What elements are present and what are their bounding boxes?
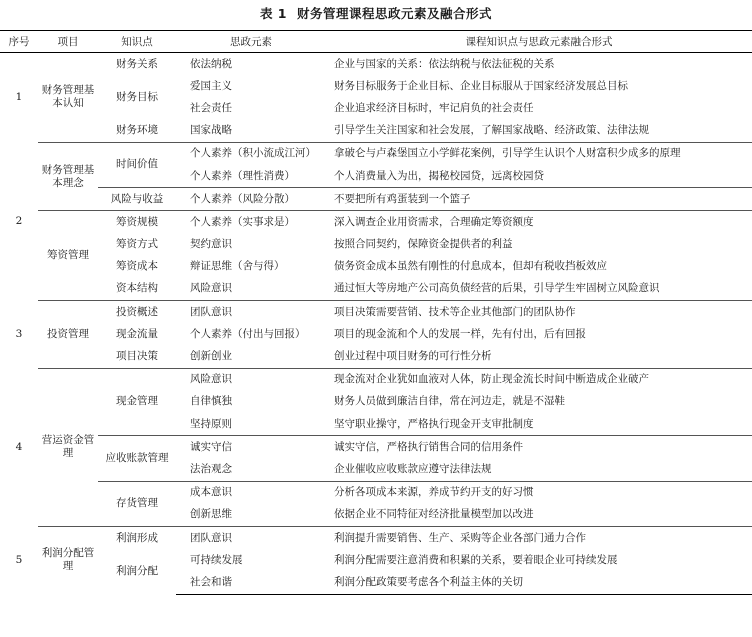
row-element: 个人素养（付出与回报）	[190, 327, 306, 340]
row-pattern: 依据企业不同特征对经济批量模型加以改进	[334, 508, 534, 521]
table-row	[0, 120, 752, 143]
row-project: 利润分配管理	[38, 526, 98, 594]
row-knowledge: 财务目标	[116, 90, 158, 103]
table-row	[0, 436, 752, 459]
row-element: 爱国主义	[190, 79, 232, 92]
row-knowledge: 财务关系	[116, 57, 158, 70]
row-pattern: 项目的现金流和个人的发展一样，先有付出，后有回报	[334, 327, 586, 340]
table-row	[0, 75, 752, 97]
row-project: 营运资金管理	[38, 368, 98, 526]
header-element: 思政元素	[176, 31, 326, 53]
header-index: 序号	[0, 31, 38, 53]
row-knowledge: 存货管理	[98, 481, 176, 526]
row-knowledge: 时间价值	[98, 142, 176, 187]
table-row	[0, 53, 752, 76]
row-index: 4	[0, 368, 38, 526]
row-element: 社会和谐	[176, 571, 326, 594]
table-caption	[0, 4, 752, 22]
row-element: 风险意识	[176, 368, 326, 391]
row-pattern: 个人消费量入为出，揭秘校园贷，远离校园贷	[334, 169, 544, 182]
row-element: 创新思维	[190, 508, 232, 521]
row-index: 5	[0, 526, 38, 594]
row-pattern: 企业追求经济目标时，牢记肩负的社会责任	[334, 101, 534, 114]
row-knowledge: 利润分配	[116, 565, 158, 578]
table-row	[0, 345, 752, 368]
table-number: 表 1	[259, 6, 288, 21]
row-knowledge: 筹资方式	[116, 238, 158, 251]
row-pattern: 拿破仑与卢森堡国立小学鲜花案例，引导学生认识个人财富积少成多的原理	[326, 142, 752, 165]
table-row	[0, 234, 752, 256]
row-knowledge: 风险与收益	[98, 188, 176, 211]
row-knowledge: 项目决策	[116, 350, 158, 363]
row-element: 团队意识	[176, 301, 326, 324]
row-element: 个人素养（理性消费）	[190, 169, 295, 182]
table-row	[0, 211, 752, 234]
row-pattern: 利润分配需要注意消费和积累的关系，要着眼企业可持续发展	[334, 553, 618, 566]
row-knowledge: 投资概述	[98, 301, 176, 324]
row-knowledge: 现金管理	[98, 368, 176, 436]
row-pattern: 引导学生关注国家和社会发展，了解国家战略、经济政策、法律法规	[334, 124, 649, 137]
row-pattern: 坚守职业操守，严格执行现金开支审批制度	[334, 417, 534, 430]
row-pattern: 财务目标服务于企业目标、企业目标服从于国家经济发展总目标	[334, 79, 628, 92]
row-pattern: 企业与国家的关系：依法纳税与依法征税的关系	[334, 57, 555, 70]
row-element: 社会责任	[190, 101, 232, 114]
row-element: 国家战略	[190, 124, 232, 137]
table-header-row	[0, 31, 752, 53]
table-row	[0, 142, 752, 165]
row-element: 诚实守信	[176, 436, 326, 459]
row-element: 团队意识	[176, 526, 326, 549]
row-pattern: 现金流对企业犹如血液对人体，防止现金流长时间中断造成企业破产	[326, 368, 752, 391]
table-row	[0, 323, 752, 345]
table-row	[0, 549, 752, 571]
row-index: 2	[0, 142, 38, 300]
row-pattern: 分析各项成本来源，养成节约开支的好习惯	[326, 481, 752, 504]
row-project: 投资管理	[38, 301, 98, 369]
row-index: 3	[0, 301, 38, 369]
row-element: 依法纳税	[190, 57, 232, 70]
row-project: 财务管理基本理念	[38, 142, 98, 211]
row-pattern: 按照合同契约，保障资金提供者的利益	[334, 238, 513, 251]
row-pattern: 财务人员做到廉洁自律，常在河边走，就是不湿鞋	[334, 395, 565, 408]
row-knowledge: 利润形成	[98, 526, 176, 549]
row-knowledge: 应收账款管理	[98, 436, 176, 481]
row-knowledge: 筹资成本	[116, 260, 158, 273]
ideological-elements-table	[0, 30, 752, 595]
row-element: 风险意识	[190, 282, 232, 295]
row-project: 财务管理基本认知	[41, 84, 95, 110]
row-element: 成本意识	[176, 481, 326, 504]
row-knowledge: 财务环境	[116, 124, 158, 137]
row-pattern: 企业催收应收账款应遵守法律法规	[334, 462, 492, 475]
row-pattern: 利润提升需要销售、生产、采购等企业各部门通力合作	[326, 526, 752, 549]
row-index: 1	[15, 90, 23, 103]
row-pattern: 利润分配政策要考虑各个利益主体的关切	[326, 571, 752, 594]
table-row	[0, 278, 752, 301]
row-element: 自律慎独	[190, 395, 232, 408]
row-pattern: 创业过程中项目财务的可行性分析	[334, 350, 492, 363]
row-knowledge: 资本结构	[116, 282, 158, 295]
table-row	[0, 368, 752, 391]
row-element: 法治观念	[190, 462, 232, 475]
row-element: 个人素养（风险分散）	[176, 188, 326, 211]
table-row	[0, 526, 752, 549]
table-row	[0, 256, 752, 278]
row-pattern: 通过恒大等房地产公司高负债经营的后果，引导学生牢固树立风险意识	[334, 282, 660, 295]
row-element: 契约意识	[190, 238, 232, 251]
row-pattern: 诚实守信，严格执行销售合同的信用条件	[326, 436, 752, 459]
table-row	[0, 481, 752, 504]
table-row	[0, 301, 752, 324]
table-title: 财务管理课程思政元素及融合形式	[297, 6, 493, 21]
row-element: 辩证思维（舍与得）	[190, 260, 285, 273]
row-pattern: 项目决策需要营销、技术等企业其他部门的团队协作	[326, 301, 752, 324]
header-project: 项目	[38, 31, 98, 53]
header-knowledge: 知识点	[98, 31, 176, 53]
row-pattern: 深入调查企业用资需求，合理确定筹资额度	[326, 211, 752, 234]
row-knowledge: 现金流量	[116, 327, 158, 340]
row-element: 创新创业	[190, 350, 232, 363]
row-pattern: 不要把所有鸡蛋装到一个篮子	[326, 188, 752, 211]
row-element: 可持续发展	[190, 553, 243, 566]
row-project: 筹资管理	[38, 211, 98, 301]
row-pattern: 债务资金成本虽然有刚性的付息成本，但却有税收挡板效应	[334, 260, 607, 273]
row-knowledge: 筹资规模	[98, 211, 176, 234]
row-element: 个人素养（实事求是）	[176, 211, 326, 234]
row-element: 个人素养（积小流成江河）	[176, 142, 326, 165]
table-row	[0, 188, 752, 211]
row-element: 坚持原则	[190, 417, 232, 430]
header-pattern: 课程知识点与思政元素融合形式	[326, 31, 752, 53]
